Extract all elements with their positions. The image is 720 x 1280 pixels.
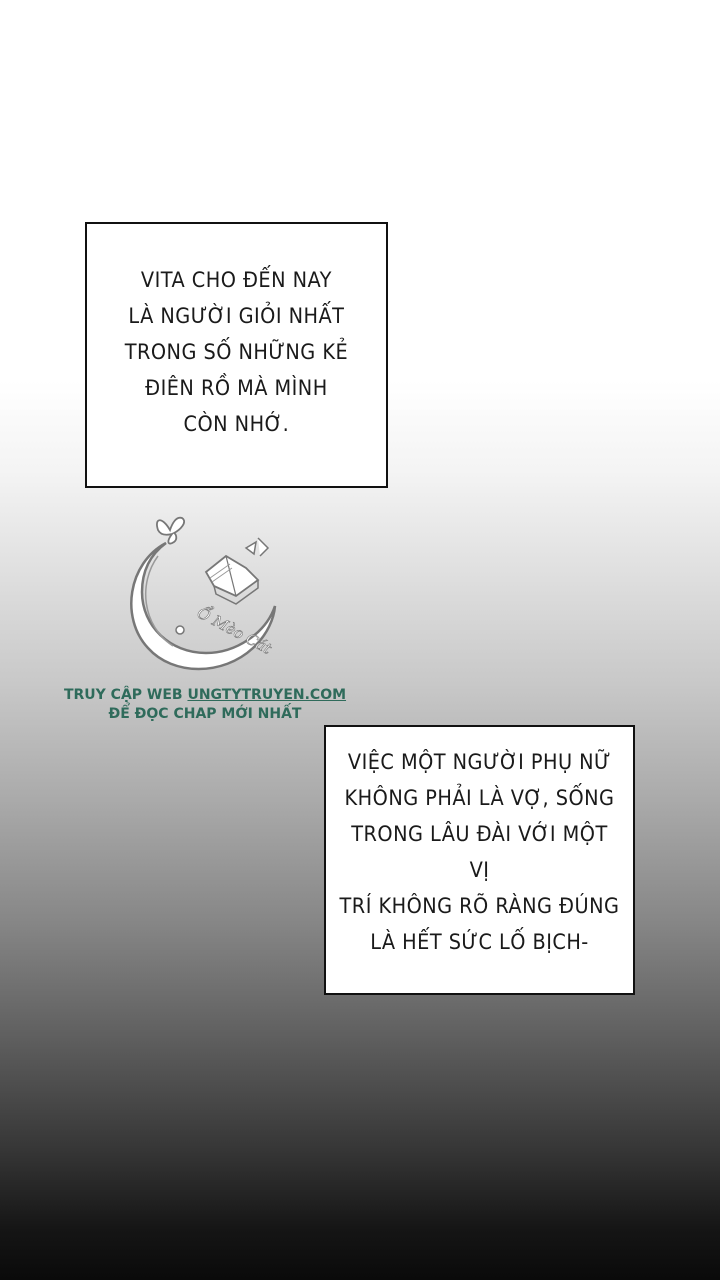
watermark-logo-script: Ổ Mèo Cát [194,603,275,658]
watermark-site-link[interactable]: UNGTYTRUYEN.COM [187,687,347,703]
caption-box-top [85,222,388,488]
caption-text-top: VITA CHO ĐẾN NAY LÀ NGƯỜI GIỎI NHẤT TRONG SỐ NHỮNG KẺ ĐIÊN RỒ MÀ MÌNH CÒN NHỚ. [124,268,349,436]
caption-text-bottom: VIỆC MỘT NGƯỜI PHỤ NỮ KHÔNG PHẢI LÀ VỢ, SỐNG TRONG LÂU ĐÀI VỚI MỘT VỊ TRÍ KHÔNG RÕ RÀNG ĐÚNG LÀ HẾT SỨC LỐ BỊCH- [339,750,620,954]
caption-box-bottom [324,725,635,995]
watermark-line-2: ĐỂ ĐỌC CHAP MỚI NHẤT [108,706,302,722]
watermark-line-1 [60,686,350,704]
watermark-logo [118,508,288,683]
watermark-prefix: TRUY CẬP WEB [63,687,188,703]
